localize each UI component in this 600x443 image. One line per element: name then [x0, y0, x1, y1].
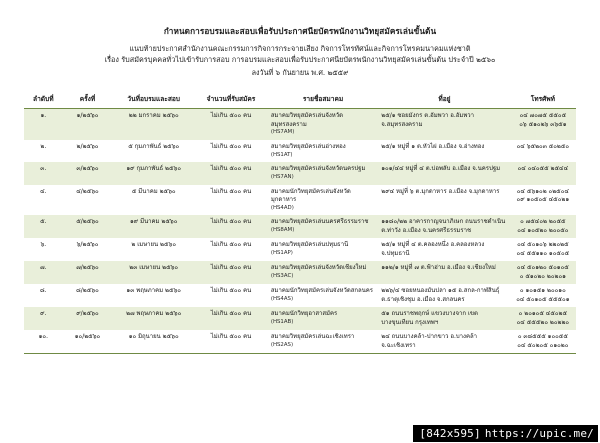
cell-quota: ไม่เกิน ๕๐๐ คน [195, 215, 267, 238]
club-name: สมาคมวิทยุสมัครเล่นอ่างทอง [270, 143, 346, 151]
telephone-number: ๐๔ ๐๔๐๕๕ ๒๕๔๔ [517, 165, 569, 173]
table-row [24, 185, 576, 216]
cell-quota: ไม่เกิน ๕๐๐ คน [195, 261, 267, 284]
cell-no: ๔. [24, 185, 63, 216]
address-line: ๒๕/๑ หมู่ที่ ๔ ต.คลองหนึ่ง อ.คลองหลวง จ.ปทุมธานี [381, 241, 485, 257]
address-line: ๕๑ ถนนราชพฤกษ์ แขวงบางจาก เขตบางขุนเทียน กรุงเทพฯ [381, 310, 478, 326]
table-row [24, 162, 576, 184]
telephone-number: ๐ ๗๕๔๐๒ ๒๐๕๕ [520, 218, 566, 226]
telephone-number: ๐ ๑๐๑๕๑ ๒๐๐๑๐ [519, 287, 566, 295]
club-callsign: (HS2AS) [270, 341, 294, 348]
cell-telephone [510, 140, 576, 162]
telephone-number: ๐ ๓๘๕๕๕ ๑๐๐๕๕ [517, 333, 568, 341]
cell-times: ๒/๒๕๖๐ [63, 140, 113, 162]
column-header-date: วันที่อบรมและสอบ [112, 90, 195, 109]
cell-telephone [510, 162, 576, 184]
cell-telephone [510, 284, 576, 307]
cell-address [377, 261, 509, 284]
telephone-number: ๐๔ ๕๐๑๐๖ ๒๒๐๒๕ [517, 241, 569, 249]
table-header [24, 90, 576, 109]
column-header-address: ที่อยู่ [377, 90, 509, 109]
cell-quota: ไม่เกิน ๕๐๐ คน [195, 140, 267, 162]
club-callsign: (HS7AN) [270, 173, 294, 180]
cell-club [267, 238, 377, 261]
cell-club [267, 109, 377, 140]
cell-telephone [510, 238, 576, 261]
cell-address [377, 140, 509, 162]
cell-date: ๕ กุมภาพันธ์ ๒๕๖๐ [112, 140, 195, 162]
address-line: ๒๔ ถนนบางคล้า-ปากขาว อ.บางคล้า จ.ฉะเชิงเทรา [381, 333, 478, 349]
cell-address [377, 330, 509, 354]
telephone-number: ๐๖ ๕๑๐๒๖ ๓๖๕๑ [519, 120, 567, 128]
cell-telephone [510, 261, 576, 284]
column-header-no: ลำดับที่ [24, 90, 63, 109]
club-name: สมาคมนักวิทยุสมัครเล่นจังหวัดสกลนคร [270, 287, 374, 295]
club-callsign: (HS8AM) [270, 226, 295, 233]
club-name: สมาคมวิทยุสมัครเล่นปทุมธานี [270, 241, 349, 249]
cell-no: ๕. [24, 215, 63, 238]
cell-club [267, 307, 377, 330]
club-name: สมาคมนักวิทยุสมัครเล่นจังหวัดมุกดาหาร [270, 187, 351, 204]
club-name: สมาคมวิทยุสมัครเล่นฉะเชิงเทรา [270, 333, 355, 341]
address-line: ต.ท่าวัง อ.เมือง จ.นครศรีธรรมราช [381, 226, 472, 234]
cell-times: ๑๐/๒๕๖๐ [63, 330, 113, 354]
cell-club [267, 284, 377, 307]
cell-address [377, 185, 509, 216]
club-name: สมาคมวิทยุสมัครเล่นจังหวัดสมุทรสงคราม [270, 112, 343, 128]
club-callsign: (HS7AM) [270, 129, 295, 136]
address-line: ๑๐๑/๔๔ หมู่ที่ ๔ ต.บ่อพลับ อ.เมือง จ.นครปฐม [381, 165, 501, 173]
cell-telephone [510, 307, 576, 330]
telephone-number: ๐๔ ๕๐๒๐๕ ๐๑๐๒๐ [517, 341, 569, 349]
watermark-url: https://upic.me/ [484, 427, 594, 440]
cell-date: ๑๙ กุมภาพันธ์ ๒๕๖๐ [112, 162, 195, 184]
cell-date: ๑๓ พฤษภาคม ๒๕๖๐ [112, 284, 195, 307]
cell-telephone [510, 109, 576, 140]
cell-quota: ไม่เกิน ๕๐๐ คน [195, 307, 267, 330]
cell-date: ๕ มีนาคม ๒๕๖๐ [112, 185, 195, 216]
cell-club [267, 140, 377, 162]
column-header-club: รายชื่อสมาคม [267, 90, 377, 109]
cell-times: ๑/๒๕๖๐ [63, 109, 113, 140]
cell-address [377, 307, 509, 330]
cell-date: ๒๗ พฤษภาคม ๒๕๖๐ [112, 307, 195, 330]
cell-no: ๖. [24, 238, 63, 261]
image-watermark [413, 425, 598, 442]
schedule-table [24, 90, 576, 354]
cell-no: ๓. [24, 162, 63, 184]
telephone-number: ๐ ๒๐๑๐๕ ๔๕๐๒๕ [518, 310, 568, 318]
column-header-times: ครั้งที่ [63, 90, 113, 109]
telephone-number: ๐๔ ๕๕๕๒๐ ๒๐๒๒๐ [516, 318, 570, 326]
telephone-number: ๐๔ ๕๖๑๐๒ ๐๒๕๐๔ [516, 187, 569, 195]
address-line: ต.ธาตุเชิงชุม อ.เมือง จ.สกลนคร [381, 295, 465, 303]
cell-telephone [510, 185, 576, 216]
cell-times: ๕/๒๕๖๐ [63, 215, 113, 238]
column-header-telephone: โทรศัพท์ [510, 90, 576, 109]
cell-times: ๖/๒๕๖๐ [63, 238, 113, 261]
cell-address [377, 109, 509, 140]
cell-quota: ไม่เกิน ๕๐๐ คน [195, 162, 267, 184]
cell-club [267, 261, 377, 284]
telephone-number: ๐๙ ๑๐๕๐๕ ๔๕๐๒๑ [516, 196, 570, 204]
cell-club [267, 185, 377, 216]
cell-date: ๑๐ มิถุนายน ๒๕๖๐ [112, 330, 195, 354]
table-row [24, 261, 576, 284]
cell-telephone [510, 330, 576, 354]
cell-date: ๑๙ มีนาคม ๒๕๖๐ [112, 215, 195, 238]
cell-no: ๙. [24, 307, 63, 330]
address-line: ๒๙๔ หมู่ที่ ๖ ต.มุกดาหาร อ.เมือง จ.มุกดาหาร [381, 187, 500, 195]
document-header [24, 26, 576, 78]
cell-address [377, 284, 509, 307]
address-line: ๑๑๒/๑ หมู่ที่ ๗ ต.ฟ้าฮ่าม อ.เมือง จ.เชียงใหม่ [381, 264, 496, 272]
cell-times: ๗/๒๕๖๐ [63, 261, 113, 284]
table-row [24, 215, 576, 238]
club-name: สมาคมวิทยุสมัครเล่นจังหวัดนครปฐม [270, 165, 366, 173]
cell-no: ๘. [24, 284, 63, 307]
document-subtitle-line-2: เรื่อง รับสมัครบุคคลทั่วไปเข้ารับการสอบ การอบรมและสอบเพื่อรับประกาศนียบัตรพนักงานวิทยุสมัครเล่นขั้นต้น ประจำปี ๒๕๖๐ [104, 54, 496, 64]
document-subtitle-line-1: แนบท้ายประกาศสำนักงานคณะกรรมการกิจการกระจายเสียง กิจการโทรทัศน์และกิจการโทรคมนาคมแห่งชาติ [129, 44, 471, 54]
table-row [24, 109, 576, 140]
club-callsign: (HS3AC) [270, 272, 294, 279]
cell-club [267, 162, 377, 184]
cell-telephone [510, 215, 576, 238]
table-body [24, 109, 576, 354]
table-row [24, 307, 576, 330]
club-callsign: (HS4AS) [270, 295, 294, 302]
cell-address [377, 162, 509, 184]
telephone-number: ๐๔ ๖๕๒๐๓ ๕๐๒๕๐ [516, 143, 570, 151]
cell-quota: ไม่เกิน ๕๐๐ คน [195, 284, 267, 307]
watermark-dimensions: [842x595] [419, 427, 481, 440]
address-line: ๒๕/๑ หมู่ที่ ๑ ต.หัวไผ่ อ.เมือง จ.อ่างทอง [381, 143, 485, 151]
cell-quota: ไม่เกิน ๕๐๐ คน [195, 238, 267, 261]
cell-times: ๔/๒๕๖๐ [63, 185, 113, 216]
table-header-row [24, 90, 576, 109]
cell-no: ๑๐. [24, 330, 63, 354]
cell-address [377, 238, 509, 261]
cell-no: ๑. [24, 109, 63, 140]
club-name: สมาคมวิทยุสมัครเล่นจังหวัดเชียงใหม่ [270, 264, 367, 272]
cell-club [267, 330, 377, 354]
club-callsign: (HS4AD) [270, 204, 294, 211]
cell-quota: ไม่เกิน ๕๐๐ คน [195, 185, 267, 216]
address-line: ๑๑๘๐/๒๒ อาคารกาญจนาภิเษก ถนนราชดำเนิน [381, 218, 506, 226]
cell-date: ๒ เมษายน ๒๕๖๐ [112, 238, 195, 261]
table-row [24, 238, 576, 261]
club-callsign: (HS1AB) [270, 318, 294, 325]
cell-times: ๙/๒๕๖๐ [63, 307, 113, 330]
telephone-number: ๐๔ ๗๐๗๕ ๕๕๐๕ [519, 112, 567, 120]
address-line: ๒๕/๑ ซอยมังกร ต.อัมพวา อ.อัมพวา จ.สมุทรสงคราม [381, 112, 475, 128]
cell-quota: ไม่เกิน ๕๐๐ คน [195, 330, 267, 354]
telephone-number: ๐๔ ๕๐๑๒๐ ๕๐๑๐๕ [516, 264, 569, 272]
telephone-number: ๐ ๕๑๐๒๐ ๒๐๒๐๑ [519, 272, 566, 280]
cell-quota: ไม่เกิน ๕๐๐ คน [195, 109, 267, 140]
cell-times: ๘/๒๕๖๐ [63, 284, 113, 307]
cell-club [267, 215, 377, 238]
cell-address [377, 215, 509, 238]
document-title: กำหนดการอบรมและสอบเพื่อรับประกาศนียบัตรพนักงานวิทยุสมัครเล่นขั้นต้น [163, 26, 437, 36]
table-row [24, 284, 576, 307]
telephone-number: ๐๔ ๕๕๑๑๐ ๑๐๕๐๕ [516, 249, 570, 257]
telephone-number: ๐๔ ๑๐๕๒๐ ๒๐๐๕๐ [517, 226, 569, 234]
column-header-quota: จำนวนที่รับสมัคร [195, 90, 267, 109]
address-line: ๒๒๖/๔ ซอยหนองมันปลา ๑๕ อ.สกล-กาฬสินธุ์ [381, 287, 500, 295]
cell-no: ๗. [24, 261, 63, 284]
cell-no: ๒. [24, 140, 63, 162]
cell-date: ๒๓ เมษายน ๒๕๖๐ [112, 261, 195, 284]
document-issue-date: ลงวันที่ ๖ กันยายน พ.ศ. ๒๕๕๙ [251, 67, 349, 77]
cell-times: ๓/๒๕๖๐ [63, 162, 113, 184]
cell-date: ๒๒ มกราคม ๒๕๖๐ [112, 109, 195, 140]
club-callsign: (HS1AT) [270, 151, 293, 158]
club-name: สมาคมนักวิทยุอาสาสมัคร [270, 310, 338, 318]
telephone-number: ๐๔ ๕๐๑๐๕ ๕๕๕๐๑ [516, 295, 570, 303]
table-row [24, 140, 576, 162]
table-row [24, 330, 576, 354]
club-name: สมาคมวิทยุสมัครเล่นนครศรีธรรมราช [270, 218, 369, 226]
club-callsign: (HS1AP) [270, 249, 293, 256]
